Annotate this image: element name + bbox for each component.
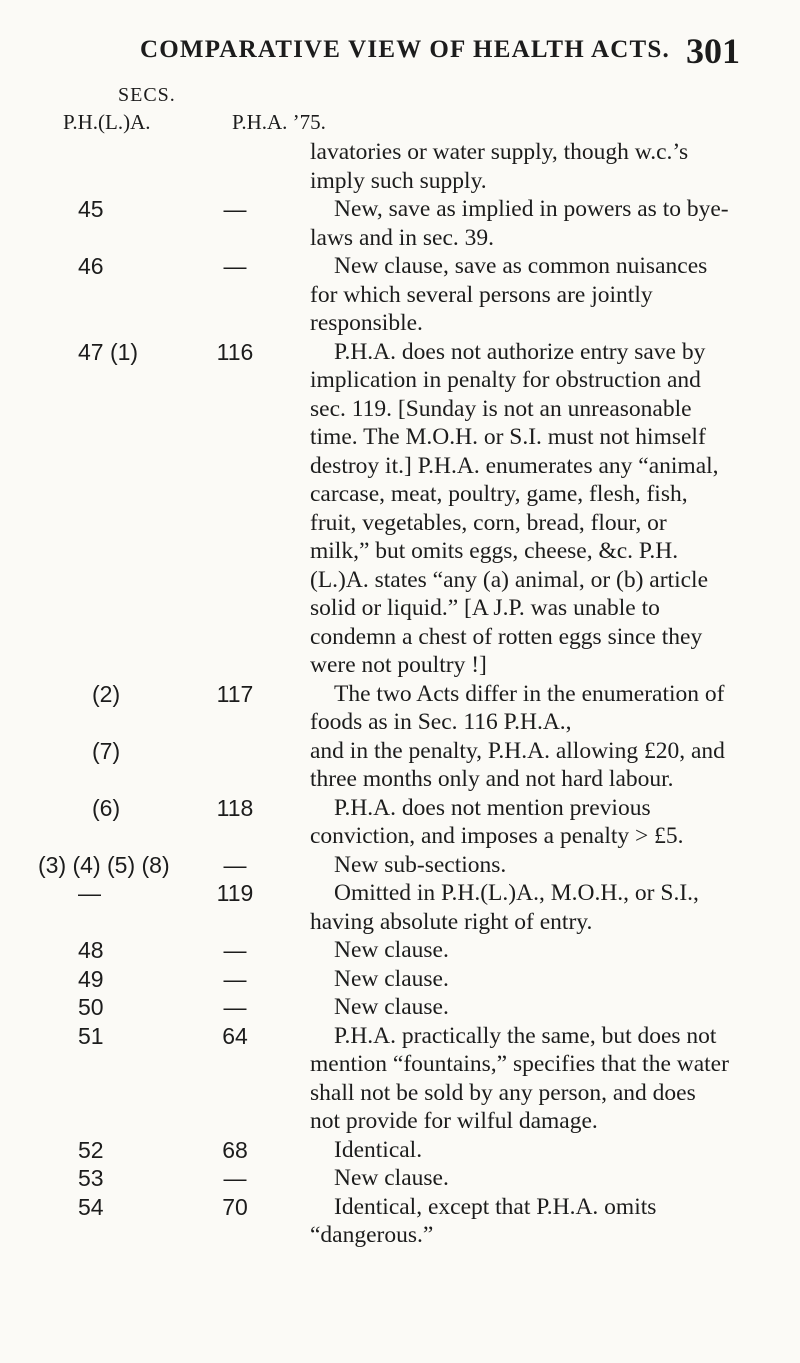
phla-section: (7)	[92, 737, 121, 764]
running-title: COMPARATIVE VIEW OF HEALTH ACTS.	[140, 36, 670, 63]
phla-section: 49	[78, 965, 104, 992]
pha-section: 117	[216, 680, 254, 707]
pha-section: —	[223, 965, 247, 992]
remark-text: and in the penalty, P.H.A. allowing £20, and three months only and not hard labour.	[310, 737, 725, 792]
table-row	[0, 936, 800, 965]
remark-text: Omitted in P.H.(L.)A., M.O.H., or S.I., having absolute right of entry.	[310, 880, 699, 935]
pha-section: —	[223, 196, 247, 222]
remark-text: New clause.	[334, 994, 449, 1020]
pha-section: 68	[222, 1136, 248, 1163]
phla-section: 53	[78, 1165, 104, 1191]
remark-text: P.H.A. practically the same, but does not mention “fountains,” specifies that the water shall not be sold by any person, and does not provide for wilful damage.	[310, 1022, 729, 1134]
column-heading-phla: P.H.(L.)A.	[63, 110, 151, 134]
phla-section: 50	[78, 994, 104, 1020]
page-number: 301	[686, 31, 740, 71]
phla-section: 45	[78, 196, 104, 222]
remark-text: New clause.	[334, 965, 449, 992]
table-row	[0, 851, 800, 880]
pha-section: 70	[222, 1193, 248, 1220]
table-row	[0, 1193, 800, 1250]
pha-section: —	[223, 253, 247, 279]
table-row	[0, 1136, 800, 1165]
phla-section: 46	[78, 253, 104, 279]
table-row	[0, 195, 800, 252]
phla-section: 47 (1)	[78, 338, 139, 365]
remark-text: P.H.A. does not mention previous conviction, and imposes a penalty > £5.	[310, 794, 684, 849]
phla-section: 51	[78, 1022, 104, 1049]
phla-section: (6)	[92, 794, 121, 821]
phla-section: 54	[78, 1193, 104, 1220]
remark-text: New sub-sections.	[334, 851, 507, 878]
table-row	[0, 794, 800, 851]
table-row	[0, 879, 800, 936]
remark-text: The two Acts differ in the enumeration of foods as in Sec. 116 P.H.A.,	[310, 680, 725, 735]
pha-section: —	[223, 994, 247, 1020]
pha-section: 119	[216, 880, 254, 906]
table-row	[0, 338, 800, 680]
phla-section: —	[78, 880, 101, 906]
phla-section: 48	[78, 937, 104, 963]
table-row	[0, 680, 800, 737]
remark-text: P.H.A. does not authorize entry save by implication in penalty for obstruction and sec. 119. [Sunday is not an unreasonable time. The M.O.H. or S.I. must not himself destroy it.] P.H.A. enumerates any “animal, carcase, meat, poultry, game, flesh, fish, fruit, vegetables, corn, bread, flour, or milk,” but omits eggs, cheese, &c. P.H.(L.)A. states “any (a) animal, or (b) article solid or liquid.” [A J.P. was unable to condemn a chest of rotten eggs since they were not poultry !]	[310, 338, 719, 678]
pha-section: 64	[222, 1022, 248, 1049]
table-row	[0, 252, 800, 338]
remark-text: New clause.	[334, 1165, 449, 1191]
remark-text: lavatories or water supply, though w.c.’s imply such supply.	[310, 139, 689, 194]
remark-text: New clause, save as common nuisances for which several persons are jointly responsible.	[310, 253, 708, 336]
remark-text: New, save as implied in powers as to bye-laws and in sec. 39.	[310, 196, 729, 251]
pha-section: —	[223, 937, 247, 963]
table-row	[0, 993, 800, 1022]
table-row	[0, 737, 800, 794]
page-header	[0, 30, 800, 70]
comparison-table	[0, 138, 800, 1250]
table-row	[0, 965, 800, 994]
remark-text: Identical.	[334, 1136, 423, 1163]
phla-section: (3) (4) (5) (8)	[38, 851, 170, 878]
pha-section: 118	[216, 794, 254, 821]
pha-section: 116	[216, 338, 254, 365]
secs-heading: SECS.	[118, 84, 176, 106]
table-row	[0, 1022, 800, 1136]
pha-section: —	[223, 1165, 247, 1191]
column-heading-pha: P.H.A. ’75.	[232, 110, 326, 134]
remark-text: Identical, except that P.H.A. omits “dangerous.”	[310, 1193, 657, 1248]
table-row	[0, 138, 800, 195]
phla-section: (2)	[92, 680, 121, 707]
phla-section: 52	[78, 1136, 104, 1163]
pha-section: —	[223, 851, 247, 878]
remark-text: New clause.	[334, 937, 449, 963]
table-row	[0, 1164, 800, 1193]
